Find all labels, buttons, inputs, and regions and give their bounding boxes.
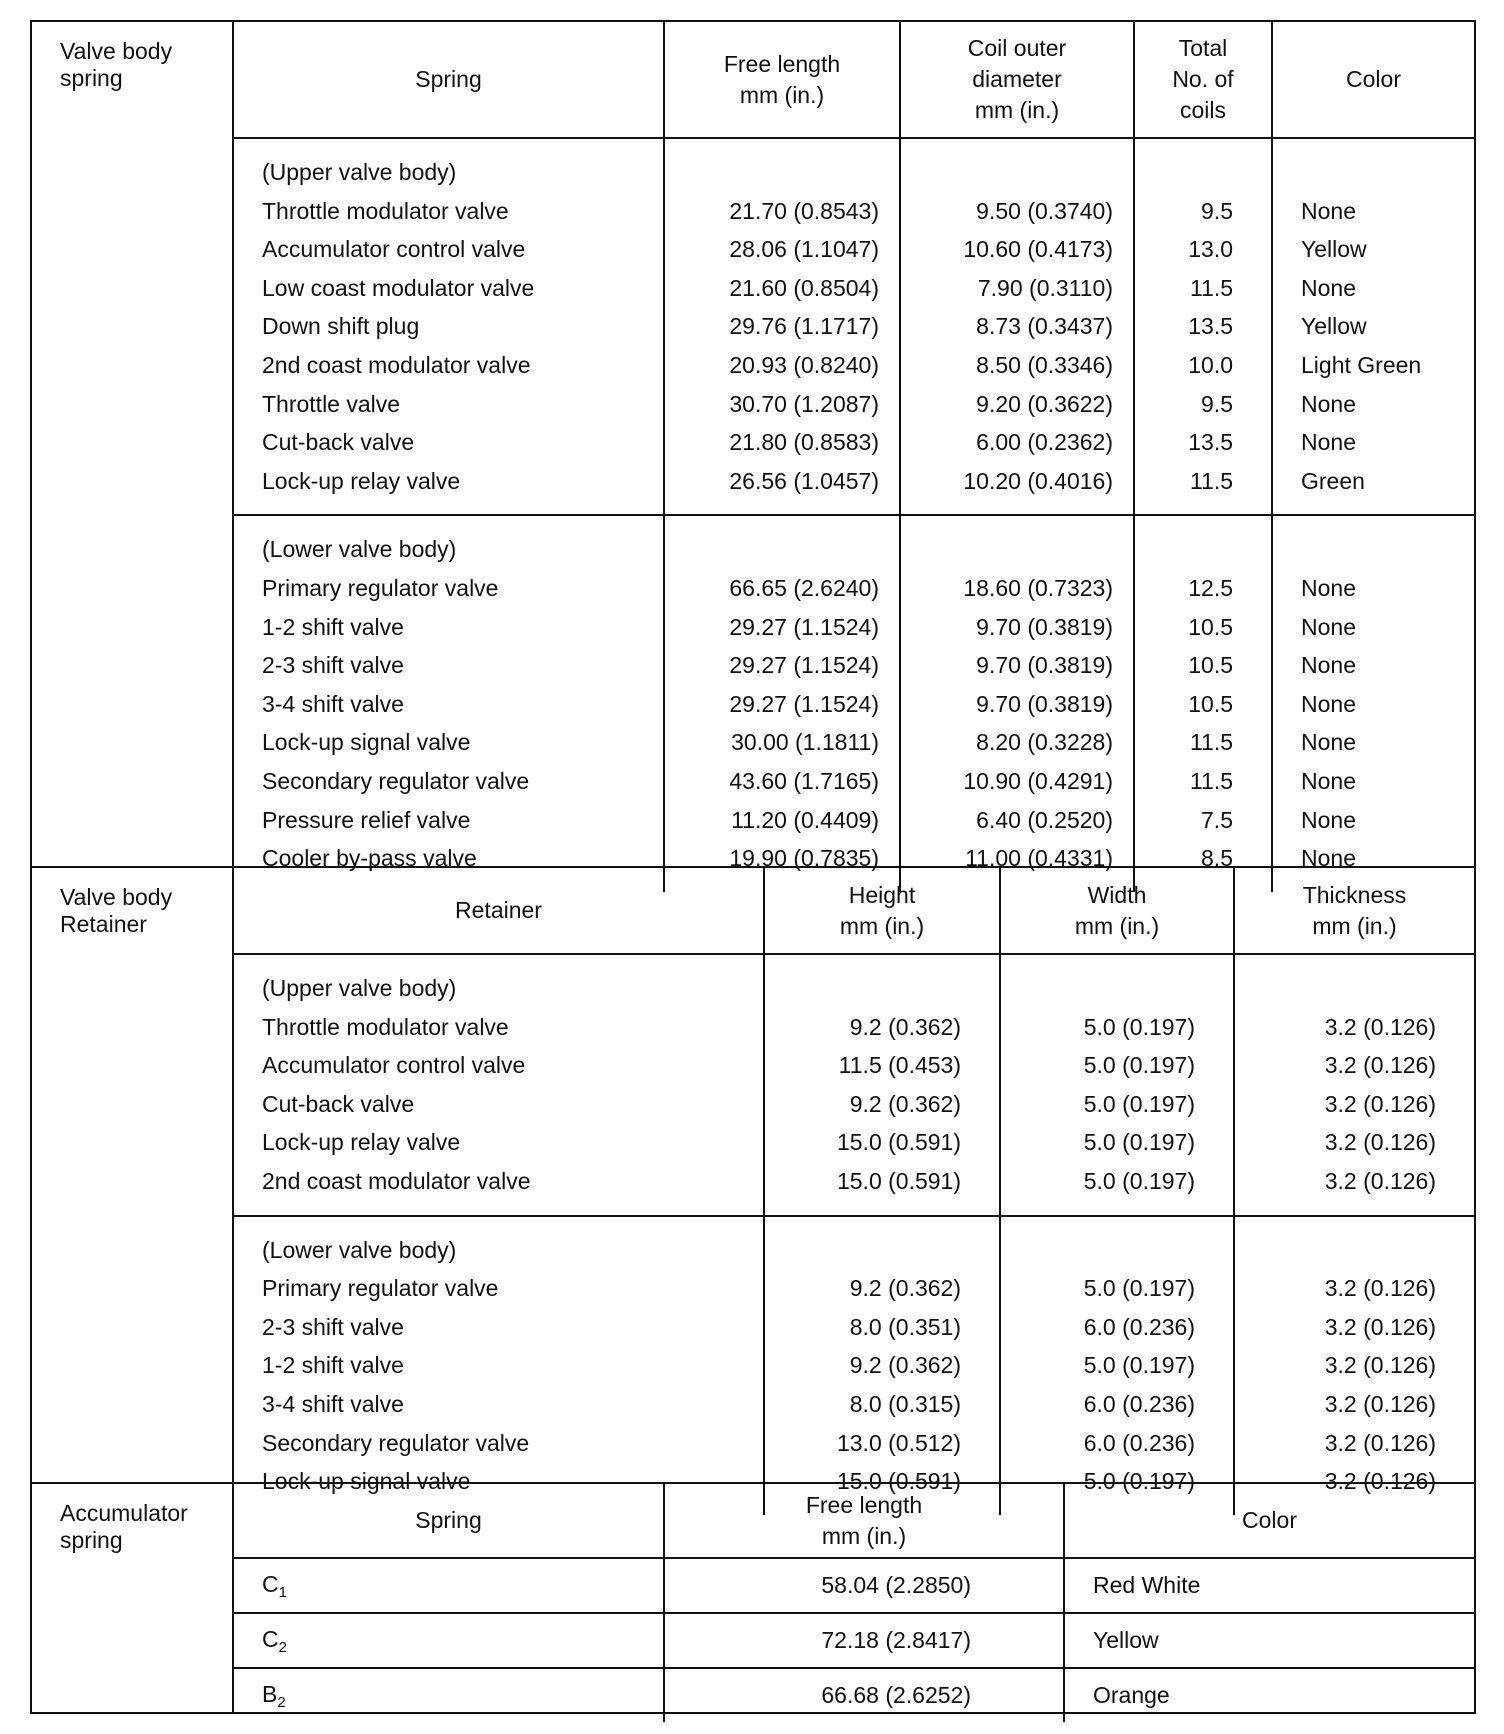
spring-free-length: 30.00 (1.1811) [731, 729, 879, 756]
spacer [665, 139, 899, 153]
retainer-name: Accumulator control valve [262, 1052, 526, 1079]
retainer-width: 5.0 (0.197) [1083, 1352, 1195, 1379]
valve-body-retainer-table [234, 868, 1474, 1515]
retainer-height: 9.2 (0.362) [849, 1352, 961, 1379]
retainer-group-col-1 [764, 1216, 1000, 1515]
spring-name: Throttle valve [262, 390, 401, 417]
spring-name: Down shift plug [262, 313, 420, 340]
spring-name: 2-3 shift valve [262, 652, 404, 679]
spring-total-coils: 13.0 [1188, 236, 1233, 263]
spring-free-length: 28.06 (1.1047) [729, 236, 879, 263]
retainer-name: Lock-up signal valve [262, 1468, 471, 1495]
retainer-name: Primary regulator valve [262, 1275, 499, 1302]
spacer [1235, 1217, 1474, 1231]
group-title-spacer [1273, 530, 1474, 569]
spacer [1001, 1217, 1233, 1231]
spring-color: None [1301, 197, 1356, 224]
retainer-width: 6.0 (0.236) [1083, 1313, 1195, 1340]
retainer-name: 2nd coast modulator valve [262, 1167, 531, 1194]
spec-table-frame [30, 20, 1476, 1714]
retainer-name: Secondary regulator valve [262, 1429, 530, 1456]
spring-color: None [1301, 845, 1356, 872]
retainer-height: 9.2 (0.362) [849, 1013, 961, 1040]
group-title-spacer [1235, 969, 1474, 1008]
spring-total-coils: 11.5 [1189, 767, 1233, 794]
spring-name: 2nd coast modulator valve [262, 351, 531, 378]
spring-group-col-3 [1134, 515, 1272, 891]
retainer-name: 3-4 shift valve [262, 1390, 404, 1417]
spring-name: Low coast modulator valve [262, 274, 535, 301]
group-title-spacer [1135, 153, 1271, 192]
group-title-spacer [901, 153, 1133, 192]
accumulator-row [234, 1613, 1474, 1668]
retainer-group-col-2 [1000, 1216, 1234, 1515]
header-width: Width mm (in.) [1000, 868, 1234, 954]
retainer-height: 15.0 (0.591) [836, 1468, 961, 1495]
accumulator-spring-section [32, 1484, 1474, 1712]
spacer [665, 516, 899, 530]
retainer-name: Throttle modulator valve [262, 1013, 509, 1040]
retainer-width: 5.0 (0.197) [1083, 1129, 1195, 1156]
retainer-height: 8.0 (0.315) [849, 1390, 961, 1417]
header-acc-color: Color [1064, 1484, 1474, 1558]
spring-free-length: 11.20 (0.4409) [731, 806, 879, 833]
spring-coil-diameter: 10.90 (0.4291) [963, 767, 1113, 794]
spring-color: None [1301, 652, 1356, 679]
spring-free-length: 19.90 (0.7835) [729, 845, 879, 872]
spring-total-coils: 10.5 [1188, 690, 1233, 717]
spring-total-coils: 9.5 [1201, 197, 1233, 224]
accumulator-spring-letter: C [262, 1625, 279, 1652]
spring-group-col-1 [664, 138, 900, 515]
spring-coil-diameter: 8.50 (0.3346) [976, 351, 1113, 378]
spacer [1135, 139, 1271, 153]
retainer-height: 11.5 (0.453) [838, 1052, 961, 1079]
header-acc-free-length: Free length mm (in.) [664, 1484, 1064, 1558]
valve-body-spring-section [32, 22, 1474, 872]
retainer-thickness: 3.2 (0.126) [1324, 1090, 1436, 1117]
group-title-spacer [901, 530, 1133, 569]
spring-coil-diameter: 9.50 (0.3740) [976, 197, 1113, 224]
header-color: Color [1272, 22, 1474, 138]
retainer-height: 13.0 (0.512) [836, 1429, 961, 1456]
retainer-group-lower [234, 1216, 1474, 1515]
spring-color: None [1301, 574, 1356, 601]
retainer-height: 9.2 (0.362) [849, 1090, 961, 1117]
spring-name: Cut-back valve [262, 429, 415, 456]
spring-coil-diameter: 9.20 (0.3622) [976, 390, 1113, 417]
spring-total-coils: 12.5 [1188, 574, 1233, 601]
spring-name: Lock-up signal valve [262, 729, 471, 756]
group-title-spacer [1001, 969, 1233, 1008]
retainer-name: Cut-back valve [262, 1090, 415, 1117]
spring-coil-diameter: 10.60 (0.4173) [963, 236, 1113, 263]
spring-free-length: 21.80 (0.8583) [729, 429, 879, 456]
spring-color: Yellow [1301, 313, 1367, 340]
retainer-thickness: 3.2 (0.126) [1324, 1129, 1436, 1156]
spring-coil-diameter: 6.00 (0.2362) [976, 429, 1113, 456]
retainer-thickness: 3.2 (0.126) [1324, 1352, 1436, 1379]
header-acc-spring: Spring [234, 1484, 664, 1558]
accumulator-free-length: 72.18 (2.8417) [664, 1613, 1064, 1668]
spring-coil-diameter: 8.73 (0.3437) [976, 313, 1113, 340]
spring-name: Primary regulator valve [262, 574, 499, 601]
spring-total-coils: 9.5 [1201, 390, 1233, 417]
spring-total-coils: 8.5 [1201, 845, 1233, 872]
retainer-thickness: 3.2 (0.126) [1324, 1468, 1436, 1495]
spacer [1001, 1201, 1233, 1215]
spacer [1235, 1201, 1474, 1215]
spring-coil-diameter: 9.70 (0.3819) [976, 652, 1113, 679]
spring-group-col-4 [1272, 515, 1474, 891]
spring-name: Cooler by-pass valve [262, 845, 477, 872]
spring-free-length: 29.27 (1.1524) [729, 613, 879, 640]
accumulator-color: Orange [1093, 1682, 1170, 1708]
header-height: Height mm (in.) [764, 868, 1000, 954]
retainer-height: 15.0 (0.591) [836, 1167, 961, 1194]
spring-color: Light Green [1301, 351, 1422, 378]
spring-coil-diameter: 11.00 (0.4331) [965, 845, 1113, 872]
spring-total-coils: 10.5 [1188, 613, 1233, 640]
spring-total-coils: 10.0 [1188, 351, 1233, 378]
retainer-height: 15.0 (0.591) [836, 1129, 961, 1156]
retainer-name: Lock-up relay valve [262, 1129, 461, 1156]
spring-coil-diameter: 8.20 (0.3228) [976, 729, 1113, 756]
spring-group-col-2 [900, 138, 1134, 515]
spacer [665, 500, 899, 514]
spring-free-length: 43.60 (1.7165) [729, 767, 879, 794]
retainer-group-col-0 [234, 954, 764, 1216]
spring-total-coils: 11.5 [1189, 467, 1233, 494]
spring-free-length: 29.27 (1.1524) [729, 652, 879, 679]
section-label-accumulator-spring: Accumulator spring [32, 1484, 234, 1712]
spring-name: Secondary regulator valve [262, 767, 530, 794]
spring-name: Pressure relief valve [262, 806, 471, 833]
group-title-spacer [765, 1231, 999, 1270]
retainer-width: 5.0 (0.197) [1083, 1468, 1195, 1495]
spring-color: Yellow [1301, 236, 1367, 263]
spacer [1273, 516, 1474, 530]
spring-color: None [1301, 767, 1356, 794]
accumulator-spring-subscript: 2 [277, 1693, 286, 1711]
spacer [765, 1201, 999, 1215]
spring-total-coils: 11.5 [1189, 274, 1233, 301]
retainer-width: 5.0 (0.197) [1083, 1167, 1195, 1194]
spring-group-col-0 [234, 515, 664, 891]
group-title: (Upper valve body) [262, 975, 457, 1001]
retainer-thickness: 3.2 (0.126) [1324, 1013, 1436, 1040]
spacer [765, 1217, 999, 1231]
accumulator-row [234, 1558, 1474, 1613]
spring-group-upper [234, 138, 1474, 515]
spacer [1235, 955, 1474, 969]
spring-coil-diameter: 6.40 (0.2520) [976, 806, 1113, 833]
spring-free-length: 29.76 (1.1717) [729, 313, 879, 340]
spacer [1135, 516, 1271, 530]
spring-color: None [1301, 429, 1356, 456]
spacer [901, 139, 1133, 153]
retainer-width: 6.0 (0.236) [1083, 1429, 1195, 1456]
spacer [1001, 955, 1233, 969]
header-retainer: Retainer [234, 868, 764, 954]
spring-coil-diameter: 9.70 (0.3819) [976, 613, 1113, 640]
spring-color: None [1301, 690, 1356, 717]
retainer-group-upper [234, 954, 1474, 1216]
retainer-group-col-2 [1000, 954, 1234, 1216]
group-title: (Upper valve body) [262, 159, 457, 185]
group-title-spacer [665, 530, 899, 569]
retainer-name: 2-3 shift valve [262, 1313, 404, 1340]
header-spring: Spring [234, 22, 664, 138]
spring-group-col-3 [1134, 138, 1272, 515]
retainer-thickness: 3.2 (0.126) [1324, 1052, 1436, 1079]
retainer-width: 5.0 (0.197) [1083, 1013, 1195, 1040]
spring-coil-diameter: 10.20 (0.4016) [963, 467, 1113, 494]
spacer [1273, 500, 1474, 514]
spring-color: None [1301, 613, 1356, 640]
accumulator-spring-letter: B [262, 1680, 278, 1707]
retainer-group-col-3 [1234, 954, 1474, 1216]
accumulator-free-length: 66.68 (2.6252) [664, 1668, 1064, 1722]
retainer-group-col-1 [764, 954, 1000, 1216]
group-title-spacer [1001, 1231, 1233, 1270]
group-title-spacer [1135, 530, 1271, 569]
spring-free-length: 21.60 (0.8504) [729, 274, 879, 301]
valve-body-spring-table [234, 22, 1474, 892]
spacer [234, 139, 663, 153]
retainer-thickness: 3.2 (0.126) [1324, 1167, 1436, 1194]
group-title: (Lower valve body) [262, 536, 457, 563]
retainer-thickness: 3.2 (0.126) [1324, 1313, 1436, 1340]
spacer [234, 1217, 763, 1231]
spring-free-length: 30.70 (1.2087) [729, 390, 879, 417]
retainer-group-col-0 [234, 1216, 764, 1515]
spring-color: None [1301, 729, 1356, 756]
spring-coil-diameter: 7.90 (0.3110) [977, 274, 1113, 301]
spacer [234, 516, 663, 530]
retainer-thickness: 3.2 (0.126) [1324, 1275, 1436, 1302]
spring-group-col-1 [664, 515, 900, 891]
accumulator-spring-table [234, 1484, 1474, 1722]
spring-name: 1-2 shift valve [262, 613, 404, 640]
spring-name: Lock-up relay valve [262, 467, 461, 494]
accumulator-spring-name [234, 1613, 664, 1668]
accumulator-spring-subscript: 2 [278, 1638, 287, 1656]
spring-color: None [1301, 274, 1356, 301]
spacer [901, 516, 1133, 530]
header-thickness: Thickness mm (in.) [1234, 868, 1474, 954]
header-total-coils: Total No. of coils [1134, 22, 1272, 138]
spacer [765, 955, 999, 969]
accumulator-spring-subscript: 1 [278, 1583, 287, 1601]
spacer [234, 500, 663, 514]
group-title-spacer [1273, 153, 1474, 192]
spring-group-col-2 [900, 515, 1134, 891]
spring-color: None [1301, 390, 1356, 417]
accumulator-color: Red White [1064, 1558, 1474, 1613]
group-title-spacer [1235, 1231, 1474, 1270]
retainer-height: 8.0 (0.351) [849, 1313, 961, 1340]
spring-name: Throttle modulator valve [262, 197, 509, 224]
spring-color: Green [1301, 467, 1365, 494]
spring-total-coils: 10.5 [1188, 652, 1233, 679]
spring-total-coils: 13.5 [1188, 313, 1233, 340]
spring-group-lower [234, 515, 1474, 891]
accumulator-spring-name [234, 1668, 664, 1722]
spring-name: Accumulator control valve [262, 236, 526, 263]
spring-coil-diameter: 9.70 (0.3819) [976, 690, 1113, 717]
spring-free-length: 21.70 (0.8543) [729, 197, 879, 224]
section-label-valve-body-retainer: Valve body Retainer [32, 868, 234, 1482]
spring-total-coils: 7.5 [1201, 806, 1233, 833]
spring-color: None [1301, 806, 1356, 833]
spring-total-coils: 13.5 [1188, 429, 1233, 456]
group-title: (Lower valve body) [262, 1236, 457, 1263]
spacer [234, 955, 763, 969]
spring-free-length: 20.93 (0.8240) [729, 351, 879, 378]
accumulator-spring-name [234, 1558, 664, 1613]
spring-group-col-4 [1272, 138, 1474, 515]
spring-free-length: 26.56 (1.0457) [729, 467, 879, 494]
spacer [1273, 139, 1474, 153]
spring-free-length: 66.65 (2.6240) [729, 574, 879, 601]
section-label-valve-body-spring: Valve body spring [32, 22, 234, 866]
retainer-thickness: 3.2 (0.126) [1324, 1390, 1436, 1417]
retainer-thickness: 3.2 (0.126) [1324, 1429, 1436, 1456]
retainer-width: 5.0 (0.197) [1083, 1275, 1195, 1302]
retainer-name: 1-2 shift valve [262, 1352, 404, 1379]
valve-body-retainer-section [32, 868, 1474, 1495]
header-coil-diameter: Coil outer diameter mm (in.) [900, 22, 1134, 138]
spring-group-col-0 [234, 138, 664, 515]
spacer [901, 500, 1133, 514]
group-title-spacer [765, 969, 999, 1008]
accumulator-free-length: 58.04 (2.2850) [664, 1558, 1064, 1613]
header-free-length: Free length mm (in.) [664, 22, 900, 138]
accumulator-spring-letter: C [262, 1570, 279, 1597]
spring-coil-diameter: 18.60 (0.7323) [963, 574, 1113, 601]
spacer [234, 1201, 763, 1215]
spring-name: 3-4 shift valve [262, 690, 404, 717]
retainer-width: 5.0 (0.197) [1083, 1090, 1195, 1117]
spacer [1135, 500, 1271, 514]
retainer-width: 5.0 (0.197) [1083, 1052, 1195, 1079]
retainer-height: 9.2 (0.362) [849, 1275, 961, 1302]
retainer-width: 6.0 (0.236) [1083, 1390, 1195, 1417]
retainer-group-col-3 [1234, 1216, 1474, 1515]
accumulator-color: Yellow [1064, 1613, 1474, 1668]
group-title-spacer [665, 153, 899, 192]
spring-total-coils: 11.5 [1189, 729, 1233, 756]
accumulator-row [234, 1668, 1474, 1722]
spring-free-length: 29.27 (1.1524) [729, 690, 879, 717]
